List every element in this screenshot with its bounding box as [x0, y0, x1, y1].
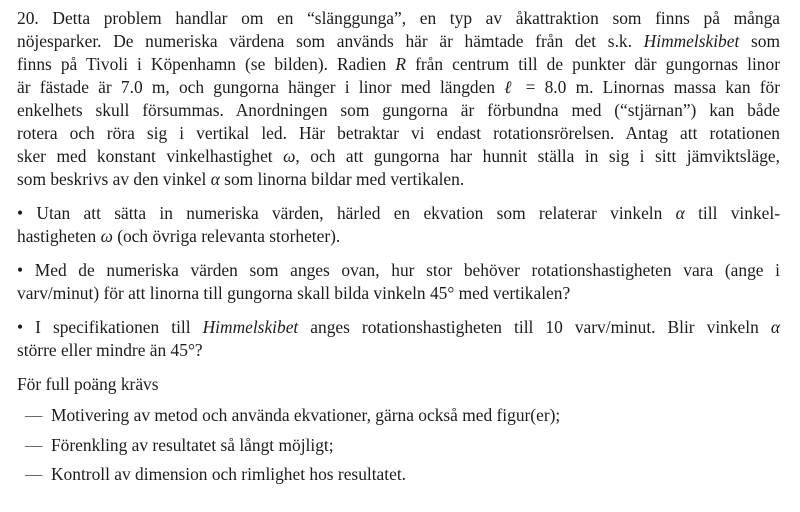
bullet-question-line: [17, 339, 780, 361]
bullet-question-line: [17, 316, 780, 338]
requirement-item: [25, 404, 785, 426]
text: till vinkel-: [684, 203, 780, 223]
requirement-item: [25, 434, 785, 456]
math-symbol: α: [770, 317, 780, 337]
text: För full poäng krävs: [17, 374, 159, 394]
problem-line: [17, 53, 780, 75]
math-symbol: ℓ: [504, 77, 517, 97]
bullet-question-line: [17, 202, 780, 224]
text: som beskrivs av den vinkel: [17, 169, 211, 189]
text: • Med de numeriska värden som anges ovan, hur stor behöver rotationshastigheten vara (ange i: [17, 260, 780, 280]
problem-line: [17, 145, 780, 167]
math-symbol: α: [675, 203, 685, 223]
text: • I specifikationen till: [17, 317, 203, 337]
em-dash-bullet: —: [25, 405, 43, 425]
text: Motivering av metod och använda ekvationer, gärna också med figur(er);: [51, 405, 561, 425]
problem-line: [17, 168, 780, 190]
bullet-question-line: [17, 259, 780, 281]
text: från centrum till de punkter där gungornas linor: [406, 54, 780, 74]
text: 20. Detta problem handlar om en “slänggunga”, en typ av åkattraktion som finns på många: [17, 8, 780, 28]
text: nöjesparker. De numeriska värdena som används här är hämtade från det s.k.: [17, 31, 644, 51]
text: som: [739, 31, 780, 51]
problem-line: [17, 30, 780, 52]
ride-name: Himmelskibet: [202, 317, 299, 337]
text: Förenkling av resultatet så långt möjligt;: [51, 435, 334, 455]
math-symbol: α: [210, 169, 220, 189]
text: anges rotationshastigheten till 10 varv/minut. Blir vinkeln: [298, 317, 771, 337]
math-symbol: ω: [100, 226, 113, 246]
problem-line: [17, 76, 780, 98]
text: rotera och röra sig i vertikal led. Här betraktar vi endast rotationsrörelsen. Antag att rotationen: [17, 123, 780, 143]
problem-line: [17, 7, 780, 29]
em-dash-bullet: —: [25, 435, 43, 455]
text: = 8.0 m. Linornas massa kan för: [516, 77, 781, 97]
text: • Utan att sätta in numeriska värden, härled en ekvation som relaterar vinkeln: [17, 203, 676, 223]
text: som linorna bildar med vertikalen.: [219, 169, 465, 189]
problem-line: [17, 99, 780, 121]
text: större eller mindre än 45°?: [17, 340, 203, 360]
text: Kontroll av dimension och rimlighet hos resultatet.: [51, 464, 406, 484]
text: (och övriga relevanta storheter).: [112, 226, 341, 246]
text: , och att gungorna har hunnit ställa in sig i sitt jämviktsläge,: [295, 146, 780, 166]
problem-line: [17, 122, 780, 144]
text: är fästade är 7.0 m, och gungorna hänger i linor med längden: [17, 77, 505, 97]
text: hastigheten: [17, 226, 101, 246]
requirements-heading: [17, 373, 780, 395]
bullet-question-line: [17, 225, 780, 247]
math-symbol: ω: [283, 146, 296, 166]
ride-name: Himmelskibet: [643, 31, 740, 51]
em-dash-bullet: —: [25, 464, 43, 484]
text: finns på Tivoli i Köpenhamn (se bilden). Radien: [17, 54, 396, 74]
text: sker med konstant vinkelhastighet: [17, 146, 284, 166]
math-symbol: R: [395, 54, 407, 74]
requirement-item: [25, 463, 785, 485]
bullet-question-line: [17, 282, 780, 304]
text: enkelhets skull försummas. Anordningen som gungorna är förbundna med (“stjärnan”) kan både: [17, 100, 780, 120]
text: varv/minut) för att linorna till gungorna skall bilda vinkeln 45° med vertikalen?: [17, 283, 571, 303]
